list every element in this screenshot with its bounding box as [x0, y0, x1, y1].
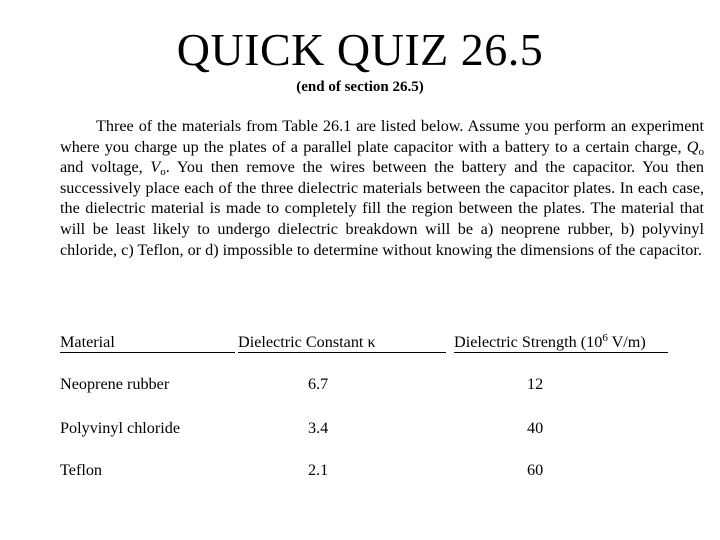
header-dielectric-constant: Dielectric Constant κ	[238, 332, 446, 353]
charge-symbol: Q	[686, 137, 699, 156]
strength-header-unit: V/m)	[607, 333, 646, 351]
voltage-symbol: V	[150, 158, 161, 177]
paragraph-text-2: and voltage,	[60, 158, 151, 177]
voltage-subscript: o	[160, 166, 166, 179]
row-teflon-constant: 2.1	[308, 461, 329, 479]
row-teflon-strength: 60	[527, 461, 544, 479]
strength-header-text: Dielectric Strength (10	[454, 333, 603, 351]
row-teflon-material: Teflon	[60, 461, 103, 479]
page-title: QUICK QUIZ 26.5	[176, 24, 544, 75]
row-pvc-strength: 40	[527, 419, 544, 437]
header-material: Material	[60, 332, 235, 353]
row-neoprene-constant: 6.7	[308, 375, 329, 393]
header-dielectric-strength	[454, 332, 668, 353]
row-pvc-constant: 3.4	[308, 419, 329, 437]
page-subtitle: (end of section 26.5)	[296, 79, 424, 95]
paragraph-text-3: . You then remove the wires between the battery and the capacitor. You then successively place each of the three dielectric materials between the capacitor plates. In each case, the dielectric material is made to completely fill the region between the plates. The material that will be least likely to undergo dielectric breakdown will be a) neoprene rubber, b) polyvinyl chloride, c) Teflon, or d) impossible to determine without knowing the dimensions of the capacitor.	[60, 158, 704, 259]
strength-header-exponent: 6	[602, 332, 608, 344]
row-neoprene-material: Neoprene rubber	[60, 375, 170, 393]
charge-subscript: o	[698, 145, 704, 158]
row-neoprene-strength: 12	[527, 375, 544, 393]
question-paragraph	[60, 116, 704, 260]
row-pvc-material: Polyvinyl chloride	[60, 419, 181, 437]
paragraph-text-1: Three of the materials from Table 26.1 are listed below. Assume you perform an experiment where you charge up the plates of a parallel plate capacitor with a battery to a certain charge,	[60, 117, 704, 156]
